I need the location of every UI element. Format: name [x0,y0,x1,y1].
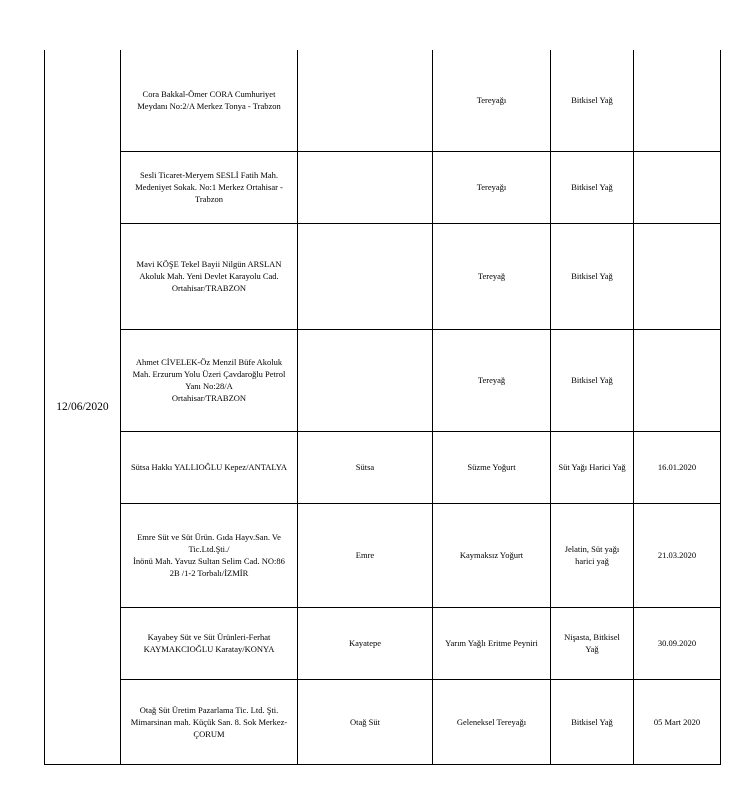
brand-cell: Otağ Süt [298,679,433,764]
results-table [44,50,721,765]
firm-cell: Sütsa Hakkı YALLIOĞLU Kepez/ANTALYA [121,431,298,503]
product-cell: Kaymaksız Yoğurt [433,503,551,607]
analysis-date-cell: 21.03.2020 [634,503,721,607]
analysis-date-cell: 30.09.2020 [634,607,721,679]
brand-cell [298,223,433,329]
product-cell: Tereyağı [433,50,551,151]
firm-cell: Sesli Ticaret-Meryem SESLİ Fatih Mah. Medeniyet Sokak. No:1 Merkez Ortahisar - Trabzon [121,151,298,223]
table-row [45,329,721,431]
table-row [45,607,721,679]
analysis-date-cell: 05 Mart 2020 [634,679,721,764]
firm-cell: Mavi KÖŞE Tekel Bayii Nilgün ARSLAN Akoluk Mah. Yeni Devlet Karayolu Cad. Ortahisar/TRABZON [121,223,298,329]
adulterant-cell: Bitkisel Yağ [551,151,634,223]
analysis-date-cell: 16.01.2020 [634,431,721,503]
table-row [45,503,721,607]
adulterant-cell: Bitkisel Yağ [551,223,634,329]
analysis-date-cell [634,151,721,223]
table-row [45,223,721,329]
product-cell: Süzme Yoğurt [433,431,551,503]
table-row [45,151,721,223]
analysis-date-cell [634,329,721,431]
adulterant-cell: Bitkisel Yağ [551,50,634,151]
table-row [45,679,721,764]
analysis-date-cell [634,223,721,329]
brand-cell: Sütsa [298,431,433,503]
product-cell: Tereyağ [433,329,551,431]
brand-cell: Emre [298,503,433,607]
brand-cell: Kayatepe [298,607,433,679]
firm-cell: Emre Süt ve Süt Ürün. Gıda Hayv.San. Ve Tic.Ltd.Şti./ İnönü Mah. Yavuz Sultan Selim Cad. NO:86 2B /1-2 Torbalı/İZMİR [121,503,298,607]
results-table-container [44,50,720,765]
brand-cell [298,329,433,431]
firm-cell: Otağ Süt Üretim Pazarlama Tic. Ltd. Şti. Mimarsinan mah. Küçük San. 8. Sok Merkez- ÇORUM [121,679,298,764]
adulterant-cell: Bitkisel Yağ [551,329,634,431]
firm-cell: Ahmet CİVELEK-Öz Menzil Büfe Akoluk Mah. Erzurum Yolu Üzeri Çavdaroğlu Petrol Yanı No:28/A Ortahisar/TRABZON [121,329,298,431]
adulterant-cell: Jelatin, Süt yağı harici yağ [551,503,634,607]
brand-cell [298,151,433,223]
product-cell: Tereyağ [433,223,551,329]
adulterant-cell: Bitkisel Yağ [551,679,634,764]
adulterant-cell: Süt Yağı Harici Yağ [551,431,634,503]
product-cell: Yarım Yağlı Eritme Peyniri [433,607,551,679]
table-row [45,50,721,151]
product-cell: Geleneksel Tereyağı [433,679,551,764]
product-cell: Tereyağı [433,151,551,223]
date-cell: 12/06/2020 [45,50,121,764]
adulterant-cell: Nişasta, Bitkisel Yağ [551,607,634,679]
firm-cell: Kayabey Süt ve Süt Ürünleri-Ferhat KAYMAKCIOĞLU Karatay/KONYA [121,607,298,679]
analysis-date-cell [634,50,721,151]
table-row [45,431,721,503]
firm-cell: Cora Bakkal-Ömer CORA Cumhuriyet Meydanı No:2/A Merkez Tonya - Trabzon [121,50,298,151]
brand-cell [298,50,433,151]
